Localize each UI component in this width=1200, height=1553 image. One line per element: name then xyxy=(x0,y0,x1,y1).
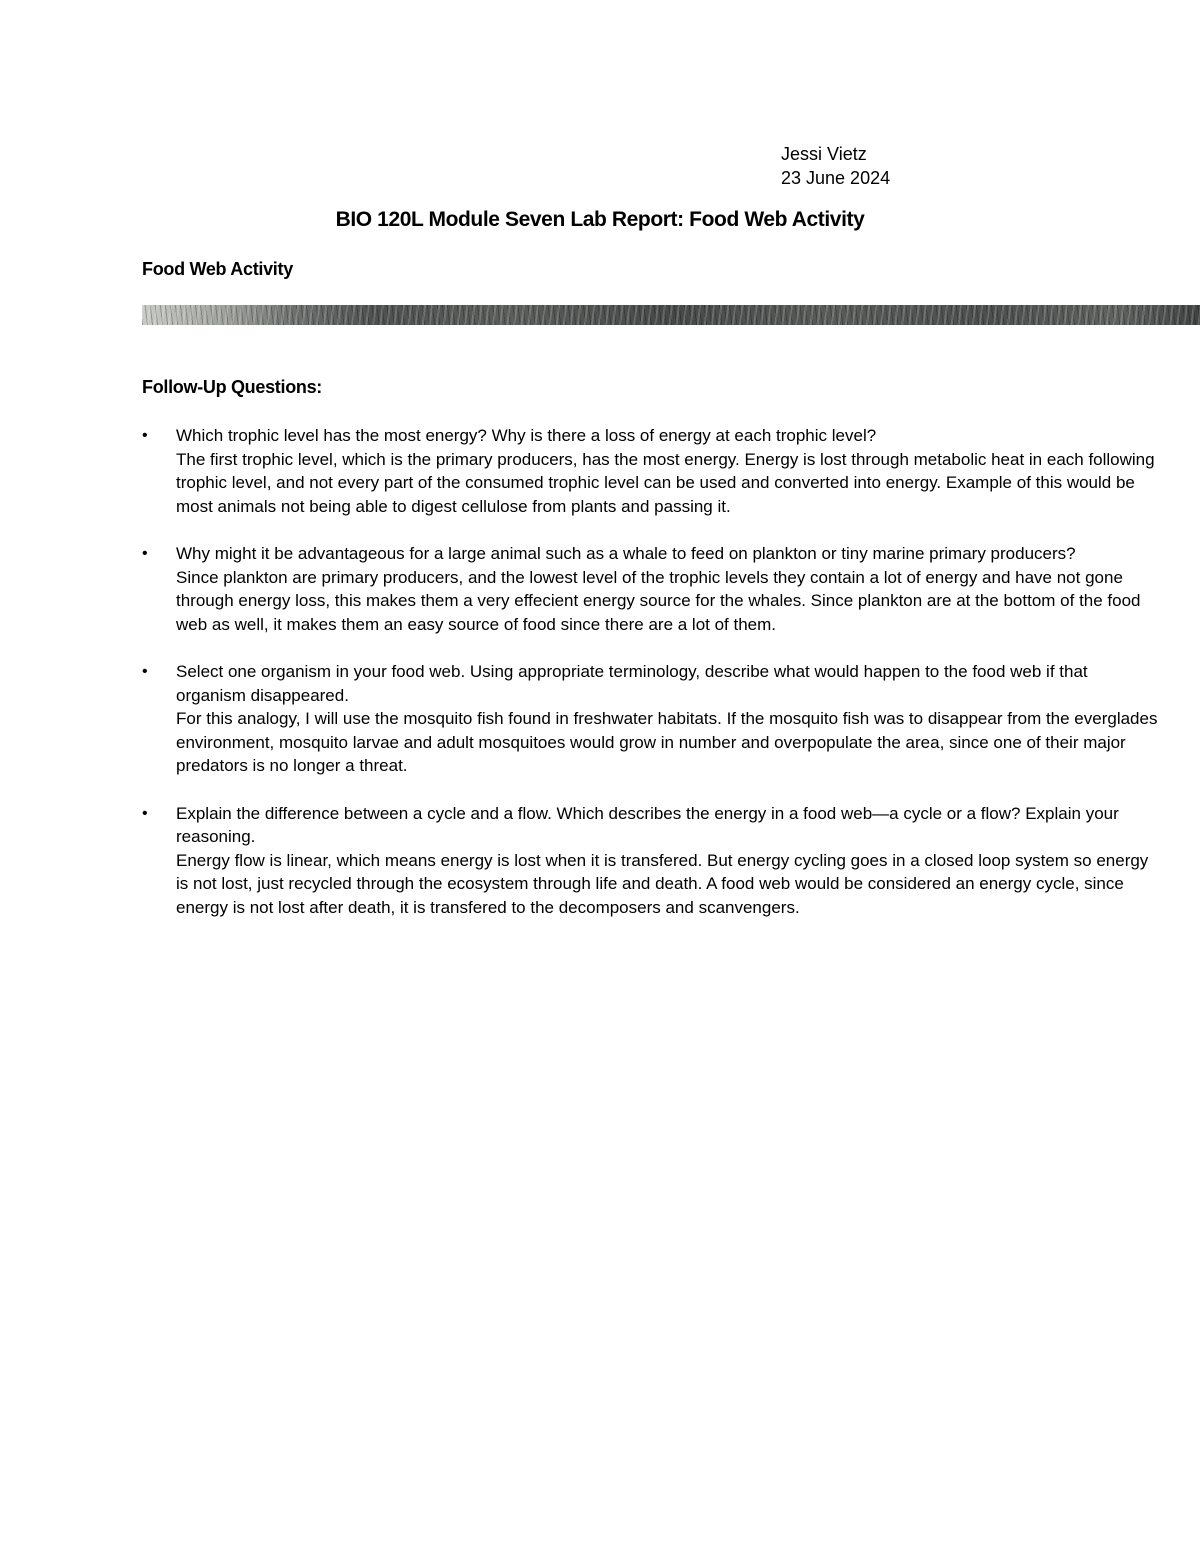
author-date-block xyxy=(781,142,890,190)
answer-text: Since plankton are primary producers, and the lowest level of the trophic levels they contain a lot of energy and have not gone through energy loss, this makes them a very effecient energy source for the whales. Since plankton are at the bottom of the food web as well, it makes them an easy source of food since there are a lot of them. xyxy=(176,567,1141,634)
question-text: Select one organism in your food web. Using appropriate terminology, describe what would happen to the food web if that organism disappeared. xyxy=(176,661,1088,705)
question-item-2 xyxy=(142,542,1162,636)
follow-up-questions-heading: Follow-Up Questions: xyxy=(142,377,322,397)
bullet-icon: • xyxy=(142,662,148,680)
question-item-3 xyxy=(142,660,1162,778)
report-date: 23 June 2024 xyxy=(781,168,891,188)
bullet-icon: • xyxy=(142,427,148,444)
answer-text: For this analogy, I will use the mosquito fish found in freshwater habitats. If the mosquito fish was to disappear from the everglades environment, mosquito larvae and adult mosquitoes would grow in number and overpopulate the area, since one of their major predators is no longer a threat. xyxy=(176,709,1158,776)
question-item-1 xyxy=(142,424,1162,518)
question-text: Why might it be advantageous for a large animal such as a whale to feed on plankton or tiny marine primary producers? xyxy=(176,543,1076,563)
question-list xyxy=(142,424,1162,943)
food-web-image-strip xyxy=(142,305,1200,325)
bullet-icon: • xyxy=(142,804,148,822)
answer-text: The first trophic level, which is the primary producers, has the most energy. Energy is lost through metabolic heat in each following trophic level, and not every part of the consumed trophic level can be used and converted into energy. Example of this would be most animals not being able to digest cellulose from plants and passing it. xyxy=(176,449,1155,516)
section-heading: Food Web Activity xyxy=(142,259,293,279)
question-text: Explain the difference between a cycle and a flow. Which describes the energy in a food web—a cycle or a flow? Explain your reasoning. xyxy=(176,803,1119,847)
answer-text: Energy flow is linear, which means energy is lost when it is transfered. But energy cycling goes in a closed loop system so energy is not lost, just recycled through the ecosystem through life and death. A food web would be considered an energy cycle, since energy is not lost after death, it is transfered to the decomposers and scanvengers. xyxy=(176,850,1149,917)
bullet-icon: • xyxy=(142,544,148,562)
document-title: BIO 120L Module Seven Lab Report: Food Web Activity xyxy=(335,208,865,231)
question-item-4 xyxy=(142,802,1162,920)
author-name: Jessi Vietz xyxy=(781,144,867,164)
question-text: Which trophic level has the most energy? Why is there a loss of energy at each trophic level? xyxy=(176,426,877,445)
